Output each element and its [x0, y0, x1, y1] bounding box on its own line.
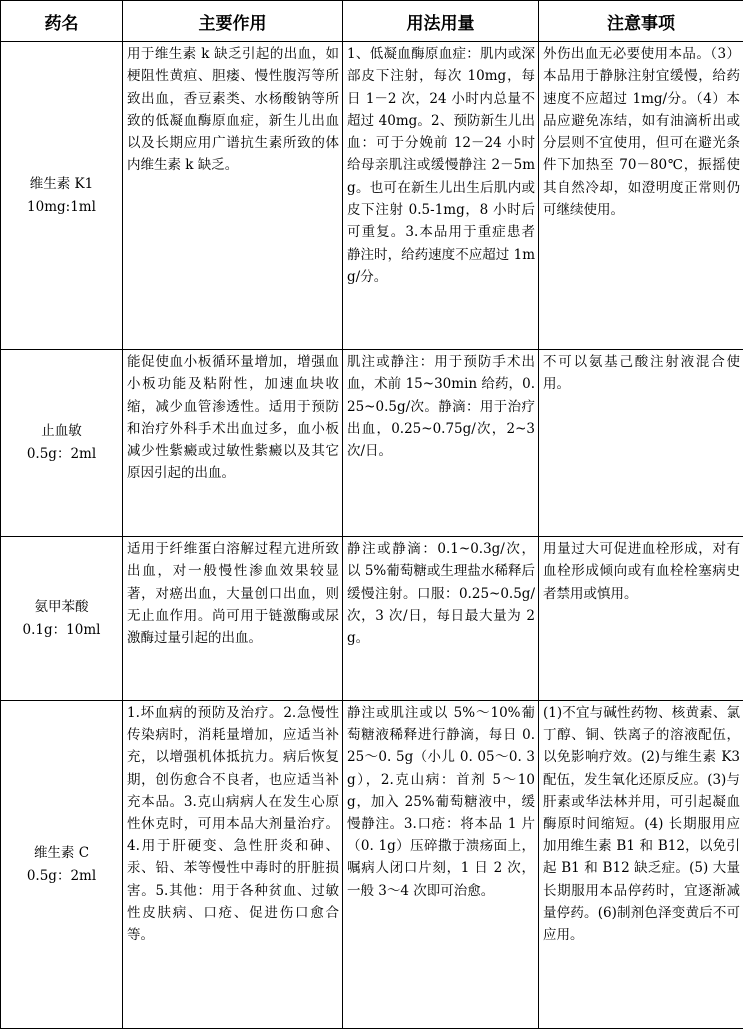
usage-cell: 肌注或静注：用于预防手术出血，术前 15~30min 给药，0.25~0.5g/次。静滴：用于治疗出血，0.25~0.75g/次，2~3 次/日。 — [343, 350, 539, 537]
header-row — [1, 1, 743, 42]
header-usage-dosage: 用法用量 — [343, 1, 539, 42]
drug-spec: 0.5g：2ml — [26, 446, 97, 462]
drug-spec: 0.5g：2ml — [26, 867, 97, 884]
table-row — [1, 537, 743, 701]
main-effect-cell: 能促使血小板循环量增加，增强血小板功能及粘附性，加速血块收缩，减少血管渗透性。适用于预防和治疗外科手术出血过多，血小板减少性紫癜或过敏性紫癜以及其它原因引起的出血。 — [123, 350, 343, 537]
main-effect-cell: 1.坏血病的预防及治疗。2.急慢性传染病时，消耗量增加，应适当补充，以增强机体抵抗力。病后恢复期，创伤愈合不良者，也应适当补充本品。3.克山病病人在发生心原性休克时，可用本品大剂量治疗。4.用于肝硬变、急性肝炎和砷、汞、铅、苯等慢性中毒时的肝脏损害。5.其他：用于各种贫血、过敏性皮肤病、口疮、促进伤口愈合等。 — [123, 701, 343, 1029]
drug-name: 维生素 K1 — [29, 175, 94, 192]
table-row — [1, 350, 743, 537]
header-precautions: 注意事项 — [539, 1, 743, 42]
header-drug-name: 药名 — [1, 1, 123, 42]
drug-name: 维生素 C — [33, 844, 90, 861]
drug-name-cell — [1, 350, 123, 537]
drug-spec: 0.1g：10ml — [22, 621, 101, 638]
precautions-cell: (1)不宜与碱性药物、核黄素、氯丁醇、铜、铁离子的溶液配伍，以免影响疗效。(2)与维生素 K3 配伍，发生氧化还原反应。(3)与肝素或华法林并用，可引起凝血酶原时间缩短。(4) 长期服用应加用维生素 B1 和 B12，以免引起 B1 和 B12 缺乏症。(5) 大量长期服用本品停药时，宜逐渐减量停药。(6)制剂色泽变黄后不可应用。 — [539, 701, 743, 1029]
drug-name-cell — [1, 42, 123, 350]
usage-cell: 静注或肌注或以 5%～10%葡萄糖液稀释进行静滴，每日 0. 25～0. 5g（小儿 0. 05～0. 3g），2.克山病：首剂 5～10g，加入 25%葡萄糖液中，缓慢静注。3.口疮：将本品 1 片（0. 1g）压碎撒于溃疡面上，嘱病人闭口片刻，1 日 2 次，一般 3～4 次即可治愈。 — [343, 701, 539, 1029]
table-row — [1, 42, 743, 350]
drug-name: 氨甲苯酸 — [34, 598, 89, 615]
drug-name-cell — [1, 537, 123, 701]
precautions-cell: 用量过大可促进血栓形成，对有血栓形成倾向或有血栓栓塞病史者禁用或慎用。 — [539, 537, 743, 701]
precautions-cell: 外伤出血无必要使用本品。（3）本品用于静脉注射宜缓慢，给药速度不应超过 1mg/分。（4）本品应避免冻结，如有油滴析出或分层则不宜使用，但可在避光条件下加热至 70－80℃，振摇使其自然冷却，如澄明度正常则仍可继续使用。 — [539, 42, 743, 350]
precautions-cell: 不可以氨基己酸注射液混合使用。 — [539, 350, 743, 537]
main-effect-cell: 适用于纤维蛋白溶解过程亢进所致出血，对一般慢性渗血效果较显著，对癌出血，大量创口出血，则无止血作用。尚可用于链激酶或尿激酶过量引起的出血。 — [123, 537, 343, 701]
drug-name-cell — [1, 701, 123, 1029]
usage-cell: 静注或静滴：0.1~0.3g/次，以 5%葡萄糖或生理盐水稀释后缓慢注射。口服：0.25~0.5g/次，3 次/日，每日最大量为 2g。 — [343, 537, 539, 701]
main-effect-cell: 用于维生素 k 缺乏引起的出血，如梗阻性黄疸、胆瘘、慢性腹泻等所致出血，香豆素类、水杨酸钠等所致的低凝血酶原血症，新生儿出血以及长期应用广谱抗生素所致的体内维生素 k 缺乏。 — [123, 42, 343, 350]
table-row — [1, 701, 743, 1029]
header-main-effect: 主要作用 — [123, 1, 343, 42]
drug-name: 止血敏 — [41, 423, 82, 439]
usage-cell: 1、低凝血酶原血症：肌内或深部皮下注射，每次 10mg，每日 1－2 次，24 小时内总量不超过 40mg。2、预防新生儿出血：可于分娩前 12－24 小时给母亲肌注或缓慢静注 2－5mg。也可在新生儿出生后肌内或皮下注射 0.5-1mg，8 小时后可重复。3.本品用于重症患者静注时，给药速度不应超过 1mg/分。 — [343, 42, 539, 350]
drug-spec: 10mg:1ml — [27, 198, 96, 215]
